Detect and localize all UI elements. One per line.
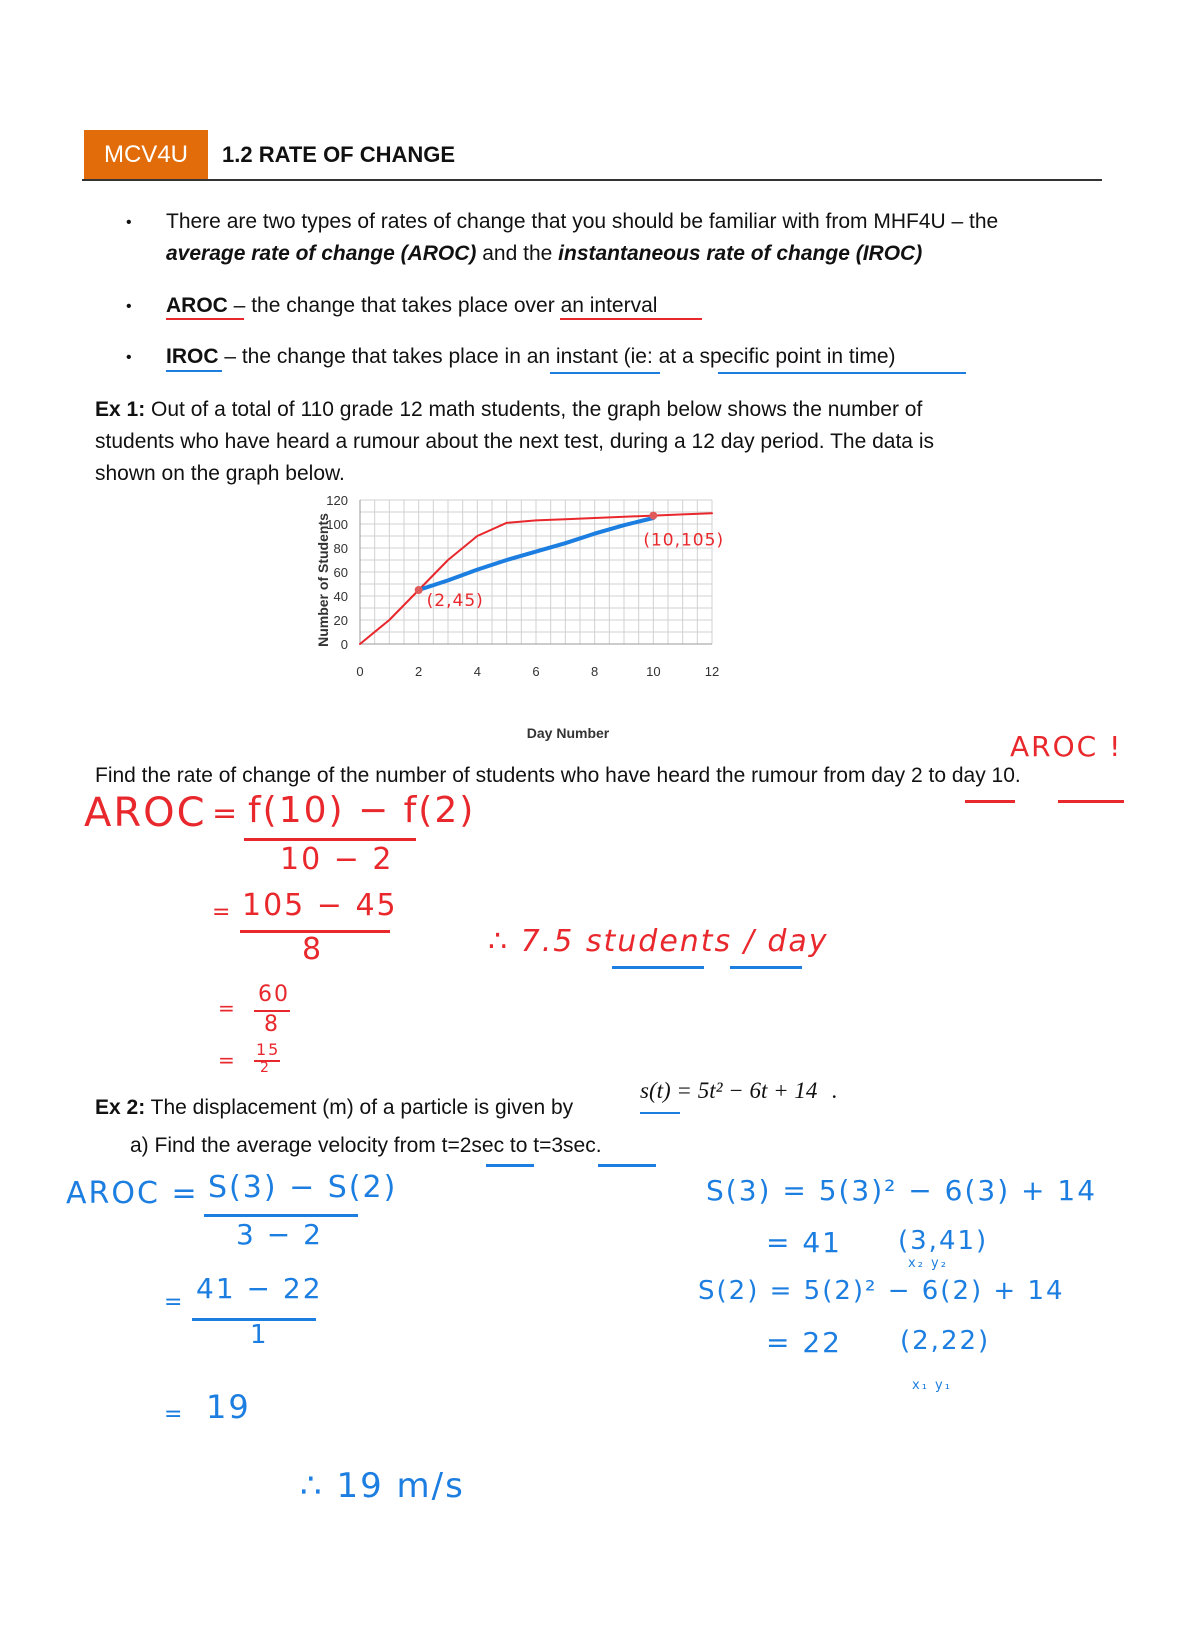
aroc-term: average rate of change (AROC) (166, 242, 477, 265)
numerator-f: f(10) − f(2) (248, 790, 476, 831)
bullet-dot: • (126, 214, 132, 231)
chart-grid (360, 500, 712, 644)
formula-lhs: s(t) (640, 1078, 671, 1103)
s2-point-subscripts: x₁ y₁ (912, 1378, 952, 1393)
denominator-1: 1 (250, 1320, 269, 1350)
ex2-statement (95, 1092, 573, 1124)
numerator-15: 15 (256, 1040, 281, 1059)
aroc-lhs-ex2: AROC = (66, 1176, 199, 1211)
x-tick-label: 12 (704, 664, 720, 679)
header-rule (82, 179, 1102, 181)
data-point (649, 512, 657, 520)
equals-sign: = (212, 900, 233, 925)
equals-sign: = (218, 996, 237, 1020)
numerator-41-22: 41 − 22 (196, 1272, 323, 1305)
equals-sign: = (218, 1048, 237, 1072)
y-tick-label: 40 (333, 589, 348, 604)
ex2-label: Ex 2: (95, 1096, 146, 1119)
s2-value: = 22 (766, 1326, 842, 1359)
s3-value: = 41 (766, 1226, 842, 1259)
blue-underline (612, 966, 704, 969)
equals-sign: = (164, 1290, 185, 1315)
denominator-8: 8 (264, 1012, 280, 1037)
x-tick-label: 0 (356, 664, 364, 679)
ex1-conclusion: ∴ 7.5 students / day (488, 924, 829, 959)
denominator-8: 8 (302, 932, 324, 967)
aroc-definition: – the change that takes place over an interval (227, 294, 658, 317)
iroc-label: IROC (166, 345, 219, 368)
and-text: and the (476, 242, 559, 265)
iroc-definition: – the change that takes place in an instant (ie: at a specific point in time) (218, 345, 896, 368)
bullet-dot: • (126, 298, 132, 315)
bullet-rates-intro (166, 206, 1126, 270)
s3-point-subscripts: x₂ y₂ (908, 1256, 948, 1271)
blue-underline (640, 1112, 680, 1114)
x-axis-label: Day Number (526, 725, 610, 741)
aroc-handwritten-note: AROC ! (1010, 730, 1123, 763)
blue-underline (598, 1164, 656, 1167)
numerator-s3-s2: S(3) − S(2) (208, 1170, 398, 1205)
denominator-10-2: 10 − 2 (280, 842, 394, 877)
y-tick-label: 120 (326, 493, 348, 508)
red-underline (1058, 800, 1124, 803)
displacement-formula (640, 1078, 837, 1104)
data-point (415, 586, 423, 594)
red-underline (166, 318, 244, 320)
blue-underline (486, 1164, 534, 1167)
blue-underline (730, 966, 802, 969)
ex2-part-a: a) Find the average velocity from t=2sec to t=3sec. (130, 1134, 602, 1157)
s3-computation: S(3) = 5(3)² − 6(3) + 14 (706, 1174, 1098, 1207)
ex1-line2: students who have heard a rumour about the next test, during a 12 day period. The data is (95, 430, 934, 453)
s2-point: (2,22) (900, 1326, 991, 1356)
ex1-line3: shown on the graph below. (95, 462, 345, 485)
s3-point: (3,41) (898, 1226, 989, 1256)
section-title: 1.2 RATE OF CHANGE (222, 142, 456, 167)
equals-sign: = (212, 796, 240, 831)
y-tick-label: 100 (326, 517, 348, 532)
ex1-paragraph (95, 394, 1145, 490)
bullet-dot: • (126, 349, 132, 366)
rumour-chart (300, 490, 800, 750)
red-underline (560, 318, 702, 320)
ex1-question: Find the rate of change of the number of students who have heard the rumour from day 2 to day 10. (95, 764, 1021, 787)
x-tick-label: 10 (646, 664, 661, 679)
point-annotation: (10,105) (643, 530, 725, 551)
ex2-conclusion: ∴ 19 m/s (300, 1466, 465, 1506)
x-tick-label: 4 (473, 664, 481, 679)
fraction-bar (244, 838, 416, 841)
ex1-label: Ex 1: (95, 398, 146, 421)
equals-sign: = (164, 1402, 185, 1427)
formula-rhs: = 5t² − 6t + 14 (670, 1078, 818, 1103)
aroc-label: AROC (166, 294, 228, 317)
bullet-iroc (166, 341, 896, 373)
course-badge: MCV4U (84, 130, 208, 180)
s2-computation: S(2) = 5(2)² − 6(2) + 14 (698, 1276, 1065, 1306)
y-tick-label: 0 (340, 637, 348, 652)
numerator-105-45: 105 − 45 (242, 888, 398, 923)
x-tick-label: 8 (591, 664, 599, 679)
denominator-3-2: 3 − 2 (236, 1218, 323, 1251)
result-19: 19 (206, 1388, 251, 1426)
y-tick-label: 60 (333, 565, 348, 580)
x-tick-label: 6 (532, 664, 540, 679)
aroc-lhs: AROC (84, 790, 207, 836)
ex1-line1: Out of a total of 110 grade 12 math students, the graph below shows the number of (145, 398, 923, 421)
y-tick-label: 20 (333, 613, 348, 628)
iroc-term: instantaneous rate of change (IROC) (558, 242, 923, 265)
ex2-text: The displacement (m) of a particle is given by (145, 1096, 574, 1119)
formula-end: . (831, 1078, 838, 1103)
y-tick-label: 80 (333, 541, 348, 556)
blue-underline (166, 370, 222, 372)
fraction-bar (204, 1214, 358, 1217)
blue-underline (718, 372, 966, 374)
point-annotation: (2,45) (426, 591, 484, 611)
y-axis-label: Number of Students (315, 513, 331, 647)
blue-underline (550, 372, 660, 374)
red-underline (965, 800, 1015, 803)
denominator-2: 2 (260, 1060, 271, 1076)
x-tick-label: 2 (415, 664, 423, 679)
numerator-60: 60 (258, 982, 290, 1007)
intro-text: There are two types of rates of change that you should be familiar with from MHF4U – the (166, 210, 999, 233)
